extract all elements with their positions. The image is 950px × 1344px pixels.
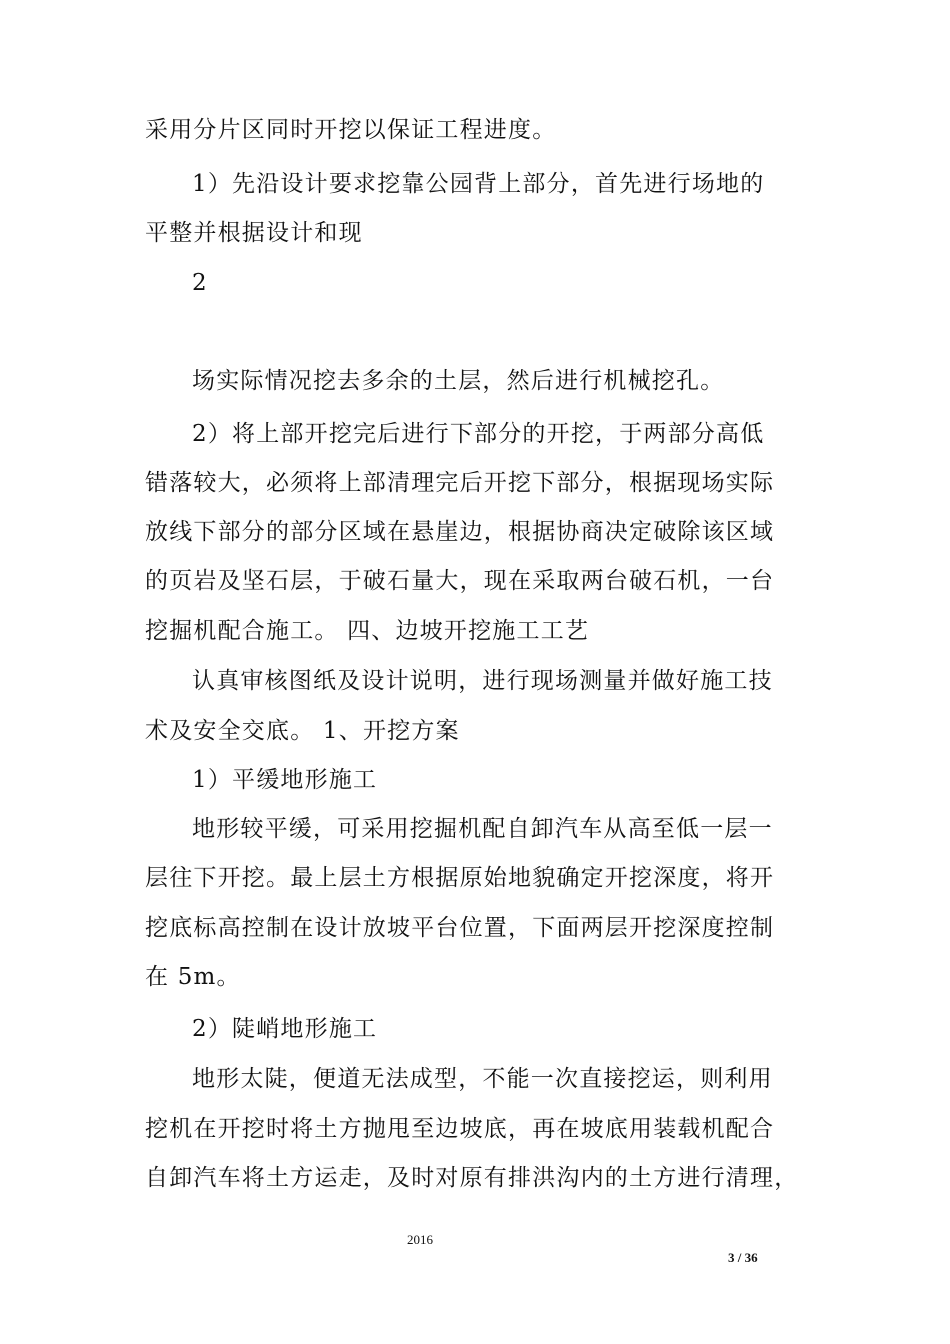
text-line: 挖机在开挖时将土方抛甩至边坡底，再在坡底用装载机配合: [145, 1116, 775, 1142]
text-line: 的页岩及坚石层，于破石量大，现在采取两台破石机，一台: [145, 568, 775, 594]
footer-year: 2016: [407, 1232, 433, 1247]
page-number: 3 / 36: [728, 1250, 758, 1265]
text-line: 场实际情况挖去多余的土层，然后进行机械挖孔。: [192, 368, 725, 394]
text-line: 挖掘机配合施工。 四、边坡开挖施工工艺: [145, 618, 590, 644]
text-line: 挖底标高控制在设计放坡平台位置，下面两层开挖深度控制: [145, 915, 775, 941]
text-line: 2）将上部开挖完后进行下部分的开挖，于两部分高低: [192, 421, 765, 447]
text-line: 认真审核图纸及设计说明，进行现场测量并做好施工技: [192, 668, 773, 694]
text-line: 2: [192, 270, 208, 296]
text-line: 2）陡峭地形施工: [192, 1016, 378, 1042]
text-line: 1）先沿设计要求挖靠公园背上部分，首先进行场地的: [192, 171, 765, 197]
text-line: 在 5m。: [145, 964, 241, 990]
text-line: 地形太陡，便道无法成型，不能一次直接挖运，则利用: [192, 1066, 773, 1092]
text-line: 术及安全交底。 1、开挖方案: [145, 718, 460, 744]
text-line: 平整并根据设计和现: [145, 220, 363, 246]
text-line: 地形较平缓，可采用挖掘机配自卸汽车从高至低一层一: [192, 816, 773, 842]
text-line: 1）平缓地形施工: [192, 767, 378, 793]
text-line: 层往下开挖。最上层土方根据原始地貌确定开挖深度，将开: [145, 865, 775, 891]
text-line: 自卸汽车将土方运走，及时对原有排洪沟内的土方进行清理，: [145, 1165, 799, 1191]
text-line: 采用分片区同时开挖以保证工程进度。: [145, 117, 557, 143]
text-line: 放线下部分的部分区域在悬崖边，根据协商决定破除该区域: [145, 519, 775, 545]
text-line: 错落较大，必须将上部清理完后开挖下部分，根据现场实际: [145, 470, 775, 496]
